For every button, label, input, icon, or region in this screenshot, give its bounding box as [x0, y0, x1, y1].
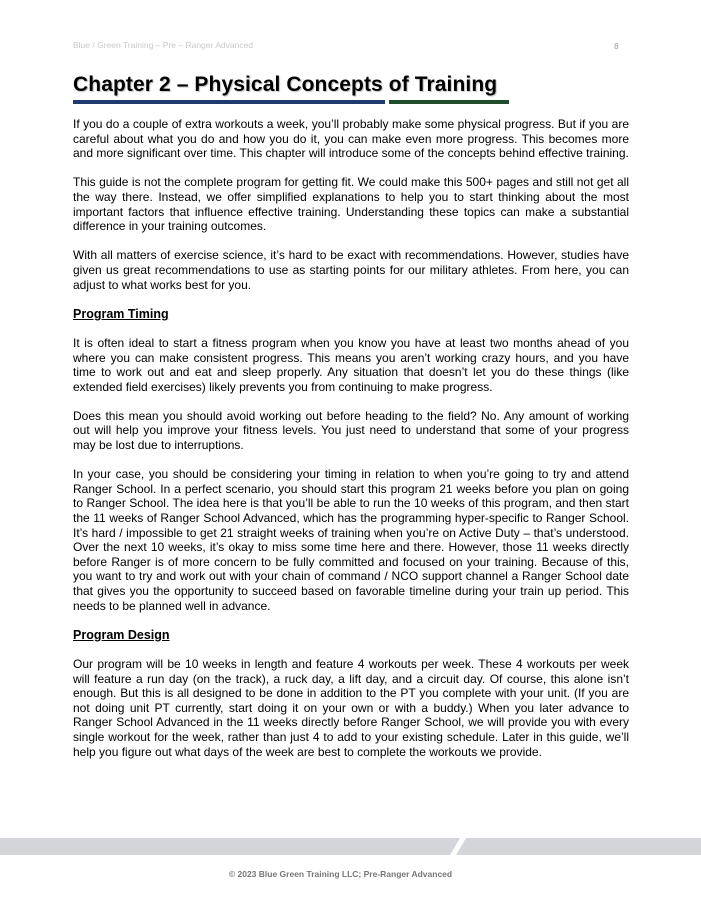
footer-copyright: © 2023 Blue Green Training LLC; Pre-Ranger Advanced: [228, 869, 453, 879]
section-heading-program-timing: Program Timing: [73, 306, 169, 321]
intro-paragraph-1: If you do a couple of extra workouts a week, you’ll probably make some physical progress. But if you are careful about what you do and how you do it, you can make even more progress. This becomes more and more significant over time. This chapter will introduce some of the concepts behind effective training.: [73, 117, 629, 161]
title-underline-blue: [73, 100, 385, 104]
intro-paragraph-2: This guide is not the complete program for getting fit. We could make this 500+ pages and still not get all the way there. Instead, we offer simplified explanations to help you to start thinking about the most important factors that influence effective training. Understanding these topics can make a substantial difference in your training outcomes.: [73, 175, 629, 234]
footer-band-right: [456, 838, 701, 855]
title-underline-green: [389, 100, 509, 104]
program-timing-paragraph-2: Does this mean you should avoid working out before heading to the field? No. Any amount of working out will help you improve your fitness levels. You just need to understand that some of your progress may be lost due to interruptions.: [73, 408, 629, 453]
chapter-body: [73, 117, 629, 774]
running-header: Blue / Green Training – Pre – Ranger Advanced: [73, 40, 254, 50]
page-number: 8: [614, 41, 619, 51]
program-design-paragraph-1: Our program will be 10 weeks in length and feature 4 workouts per week. These 4 workouts per week will feature a run day (on the track), a ruck day, a lift day, and a circuit day. Of course, this alone isn’t enough. But this is all designed to be done in addition to the PT you complete with your unit. (If you are not doing unit PT currently, start doing it on your own or with a buddy.) When you later advance to Ranger School Advanced in the 11 weeks directly before Ranger School, we will provide you with every single workout for the week, rather than just 4 to add to your existing schedule. Later in this guide, we’ll help you figure out what days of the week are best to complete the workouts we provide.: [73, 656, 629, 759]
section-heading-program-design: Program Design: [73, 627, 170, 642]
footer-band: [0, 838, 701, 855]
footer-band-left: [0, 838, 460, 855]
intro-paragraph-3: With all matters of exercise science, it’s hard to be exact with recommendations. However, studies have given us great recommendations to use as starting points for our military athletes. From here, you can adjust to what works best for you.: [73, 248, 629, 292]
program-timing-paragraph-1: It is often ideal to start a fitness program when you know you have at least two months ahead of you where you can make consistent progress. This means you aren’t working crazy hours, and you have time to work out and eat and sleep properly. Any situation that doesn’t let you do these things (like extended field exercises) likely prevents you from continuing to make progress.: [73, 335, 629, 394]
chapter-title: Chapter 2 – Physical Concepts of Training: [73, 73, 498, 96]
program-timing-paragraph-3: In your case, you should be considering your timing in relation to when you’re going to try and attend Ranger School. In a perfect scenario, you should start this program 21 weeks before you plan on going to Ranger School. The idea here is that you’ll be able to run the 10 weeks of this program, and then start the 11 weeks of Ranger School Advanced, which has the programming hyper-specific to Ranger School. It’s hard / impossible to get 21 straight weeks of training when you’re on Active Duty – that’s understood. Over the next 10 weeks, it’s okay to miss some time here and there. However, those 11 weeks directly before Ranger is of more concern to be fully committed and focused on your training. Because of this, you want to try and work out with your chain of command / NCO support channel a Ranger School date that gives you the opportunity to succeed based on favorable timeline during your train up period. This needs to be planned well in advance.: [73, 467, 629, 613]
